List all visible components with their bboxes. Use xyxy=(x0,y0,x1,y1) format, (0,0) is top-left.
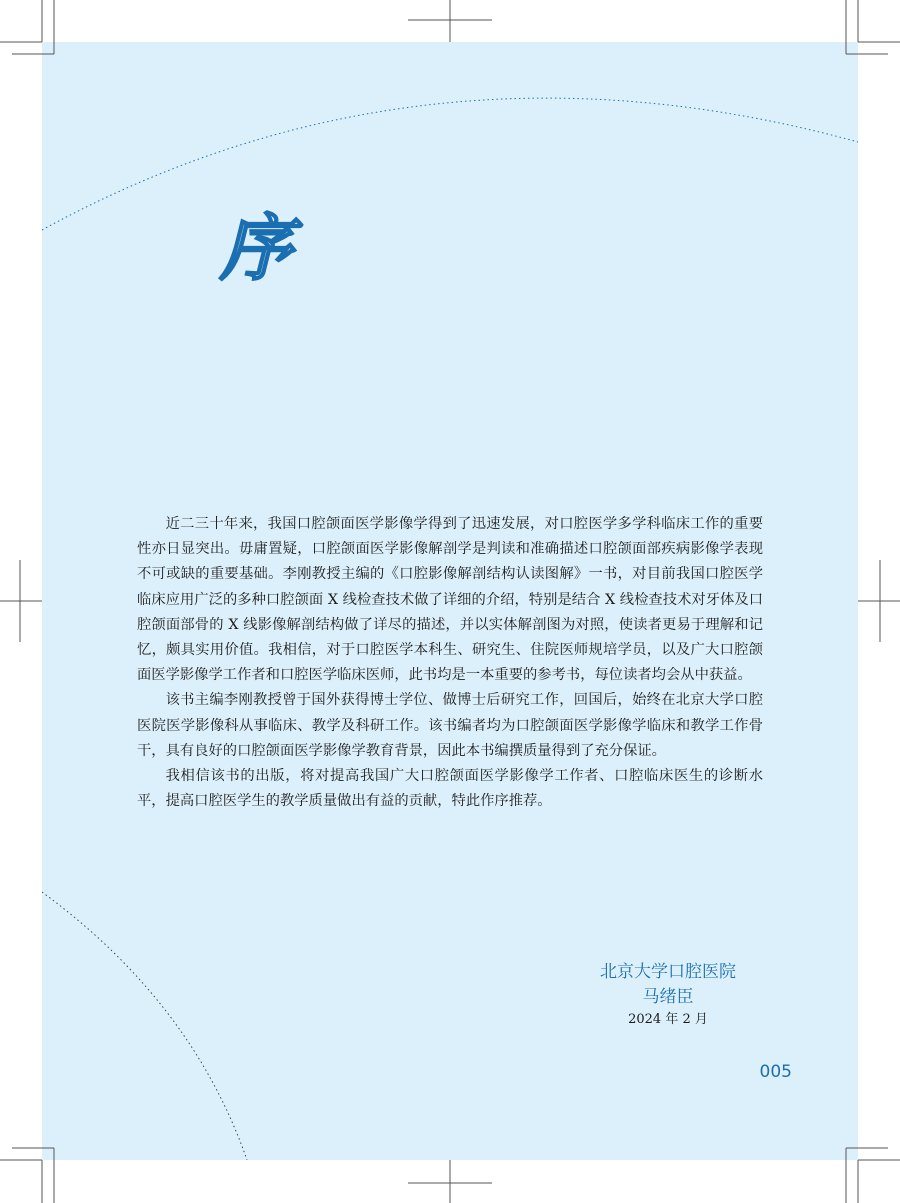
page-number: 005 xyxy=(759,1062,792,1082)
paragraph-3: 我相信该书的出版，将对提高我国广大口腔颌面医学影像学工作者、口腔临床医生的诊断水平，提高口腔医学生的教学质量做出有益的贡献，特此作序推荐。 xyxy=(137,768,763,810)
page-title: 序 xyxy=(220,206,293,290)
preface-body xyxy=(137,512,763,814)
signature-organization: 北京大学口腔医院 xyxy=(600,962,736,982)
signature-date: 2024 年 2 月 xyxy=(628,1012,708,1027)
paragraph-2: 该书主编李刚教授曾于国外获得博士学位、做博士后研究工作，回国后，始终在北京大学口腔医院医学影像科从事临床、教学及科研工作。该书编者均为口腔颌面医学影像学临床和教学工作骨干，具有良好的口腔颌面医学影像学教育背景，因此本书编撰质量得到了充分保证。 xyxy=(137,692,763,759)
bottom-dotted-arc xyxy=(42,892,247,1160)
top-dotted-arc xyxy=(42,98,858,230)
paragraph-1: 近二三十年来，我国口腔颌面医学影像学得到了迅速发展，对口腔医学多学科临床工作的重要性亦日显突出。毋庸置疑，口腔颌面医学影像解剖学是判读和准确描述口腔颌面部疾病影像学表现不可或缺的重要基础。李刚教授主编的《口腔影像解剖结构认读图解》一书，对目前我国口腔医学临床应用广泛的多种口腔颌面 X 线检查技术做了详细的介绍，特别是结合 X 线检查技术对牙体及口腔颌面部骨的 X 线影像解剖结构做了详尽的描述，并以实体解剖图为对照，使读者更易于理解和记忆，颇具实用价值。我相信，对于口腔医学本科生、研究生、住院医师规培学员，以及广大口腔颌面医学影像学工作者和口腔医学临床医师，此书均是一本重要的参考书，每位读者均会从中获益。 xyxy=(137,516,763,684)
page xyxy=(42,42,858,1160)
signature-name: 马绪臣 xyxy=(642,987,694,1007)
